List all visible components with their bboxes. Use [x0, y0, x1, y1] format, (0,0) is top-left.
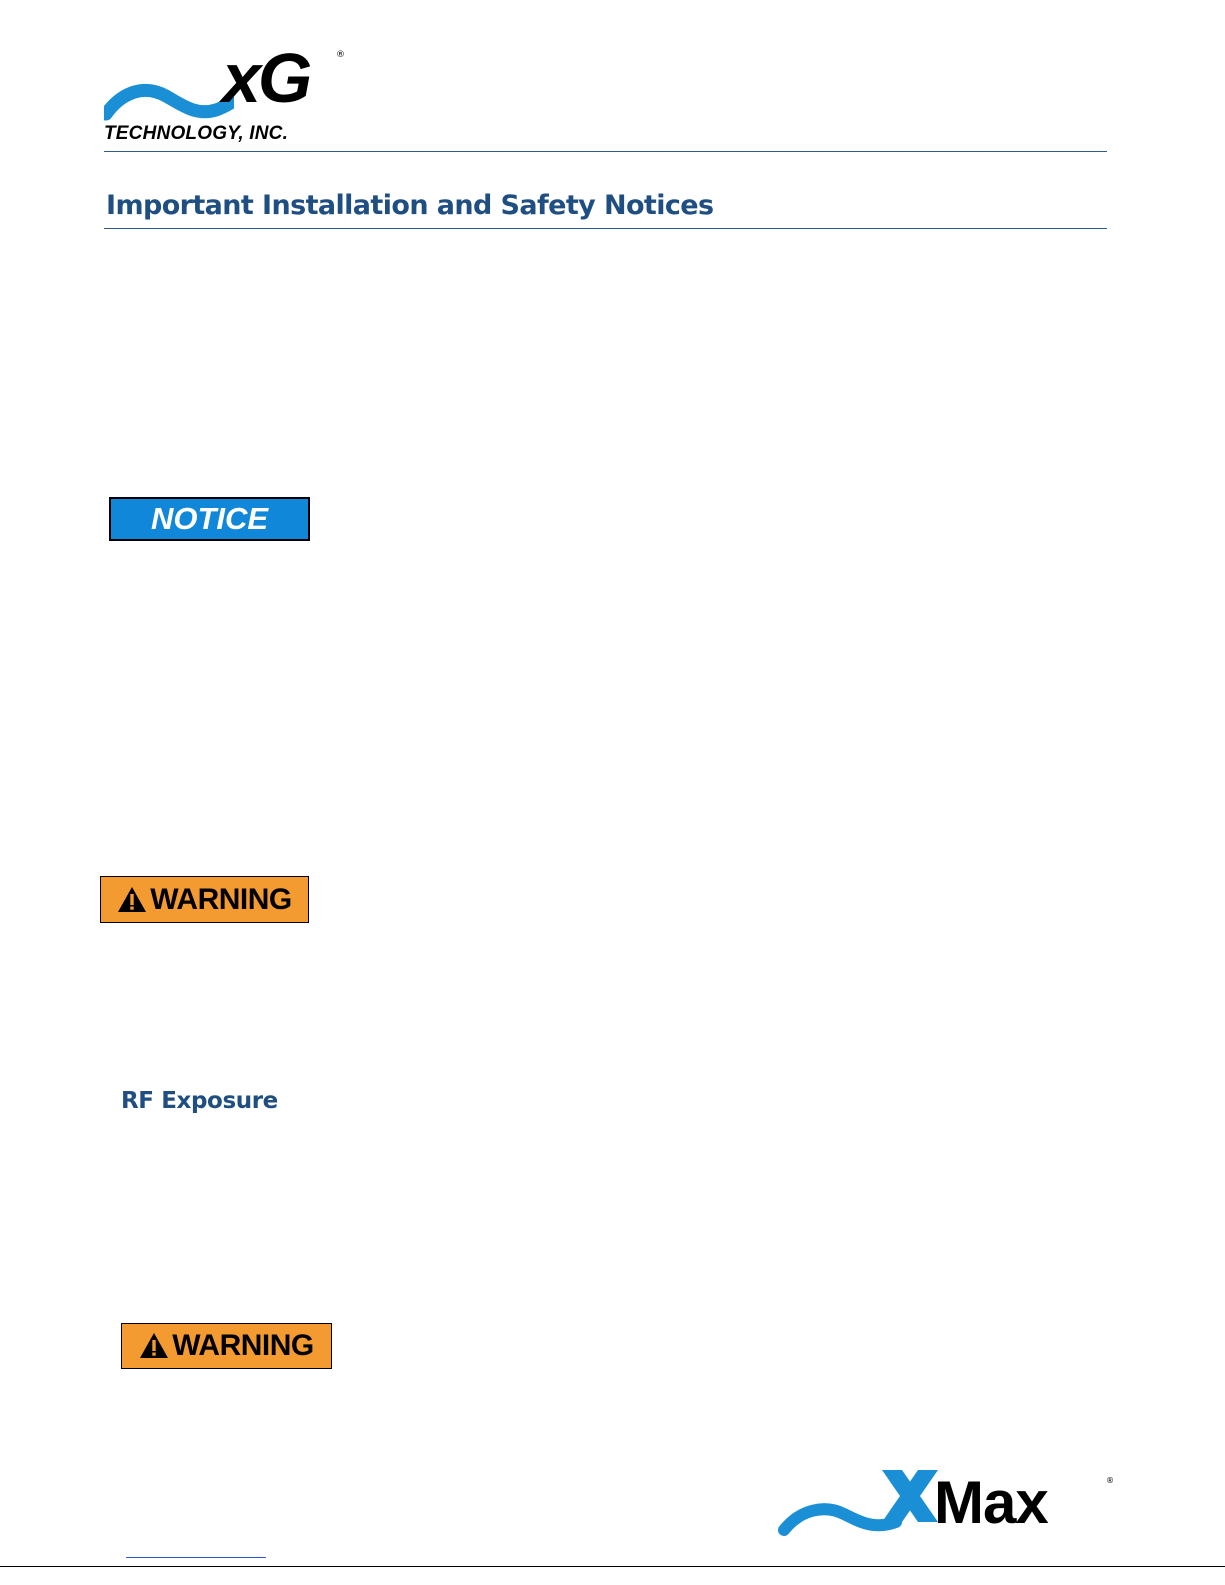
warning-label: WARNING [172, 1329, 314, 1362]
xmax-logo [778, 1464, 1123, 1564]
title-divider [104, 228, 1107, 229]
notice-label: NOTICE [150, 501, 269, 536]
xmax-registered-mark: ® [1106, 1476, 1114, 1485]
xmax-brand-text: Max [934, 1469, 1048, 1536]
logo-company-text: TECHNOLOGY, INC. [104, 123, 289, 144]
logo-registered-mark: ® [336, 50, 345, 60]
warning-label: WARNING [150, 882, 292, 916]
footer-link-underline[interactable] [126, 1557, 266, 1558]
xg-technology-logo [104, 39, 354, 152]
warning-triangle-icon [117, 886, 147, 914]
xmax-wave-icon [778, 1464, 938, 1564]
notice-sign [109, 497, 310, 541]
warning-sign [100, 876, 309, 923]
page-bottom-border [0, 1566, 1225, 1567]
logo-wave-icon [104, 74, 234, 126]
logo-mark-text: xG [222, 39, 310, 117]
warning-sign [121, 1323, 332, 1369]
warning-triangle-icon [139, 1332, 169, 1360]
header-divider [104, 151, 1107, 152]
page-title: Important Installation and Safety Notices [106, 190, 714, 221]
rf-exposure-heading: RF Exposure [121, 1088, 278, 1114]
